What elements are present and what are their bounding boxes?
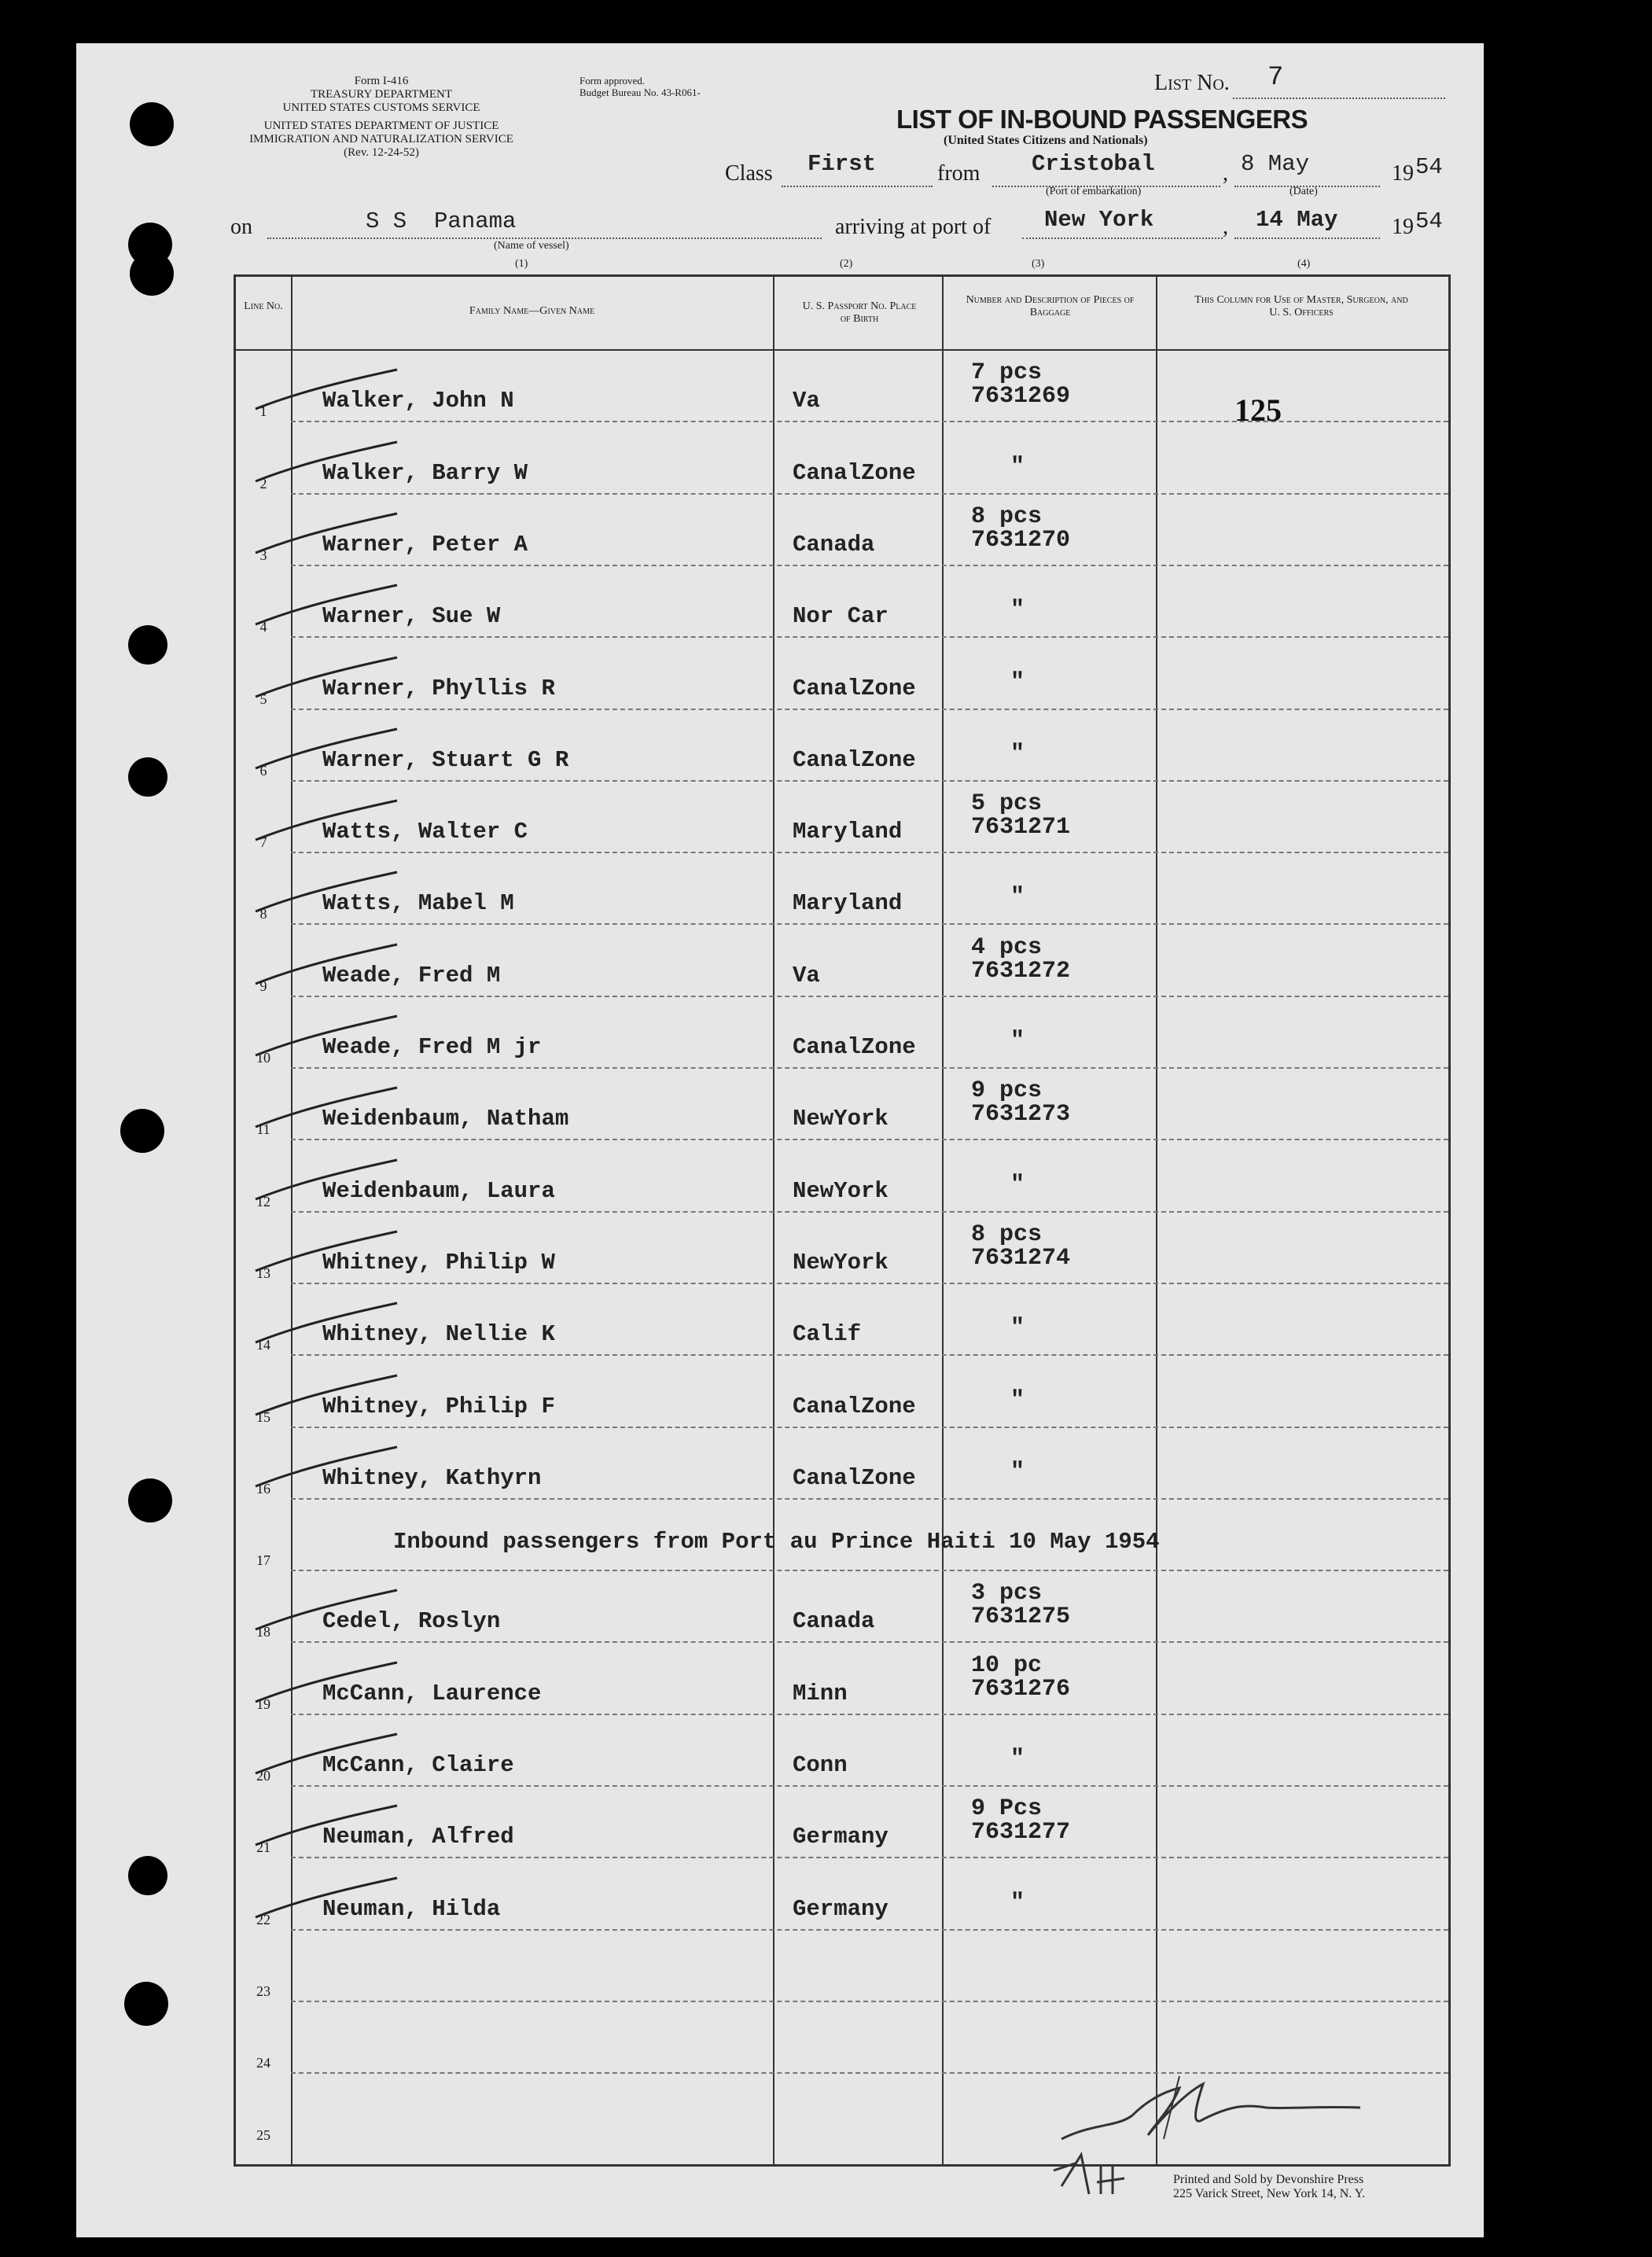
arrival-port-line [1022,237,1223,239]
check-mark [248,1726,405,1781]
line-number: 15 [256,1408,270,1425]
check-mark [248,506,405,561]
row-divider [291,1427,1448,1428]
baggage-count: " [1010,740,1025,768]
row-divider [291,1498,1448,1500]
check-mark [248,937,405,992]
check-mark [248,650,405,705]
line-number: 19 [256,1696,270,1712]
passenger-name: Weidenbaum, Natham [322,1106,569,1132]
col-header-baggage: Number and Description of Pieces of Baggage [966,294,1135,318]
date2-line [1234,237,1380,239]
baggage-tag-number: 7631272 [971,957,1071,985]
place-of-birth: CanalZone [793,746,916,773]
baggage-count: 8 pcs [971,1221,1043,1248]
line-number: 12 [256,1193,270,1210]
place-of-birth: CanalZone [793,675,916,701]
line-number: 22 [256,1911,270,1927]
row-divider [291,780,1448,782]
year2-prefix: 19 [1392,215,1414,239]
form-revision: (Rev. 12-24-52) [344,146,419,159]
budget-bureau: Budget Bureau No. 43-R061- [579,87,701,98]
line-number: 6 [259,762,267,779]
line-number: 2 [259,475,267,492]
row-divider [291,709,1448,710]
passenger-name: Weade, Fred M jr [322,1034,542,1060]
passenger-name: Warner, Peter A [322,531,528,558]
place-of-birth: Germany [793,1824,889,1850]
arrival-port: New York [1044,207,1154,233]
baggage-tag-number: 7631271 [971,814,1071,841]
row-divider [291,1354,1448,1356]
form-number: Form I-416 [354,75,409,87]
check-mark [248,1798,405,1853]
passenger-name: Neuman, Hilda [322,1895,501,1922]
col-header-line: Line No. [244,300,283,312]
printer-footer [1173,2173,1365,2201]
row-divider [291,1139,1448,1140]
list-no-value: 7 [1268,63,1284,93]
check-mark [248,434,405,489]
passenger-name: Neuman, Alfred [322,1824,514,1850]
baggage-count: " [1010,597,1025,624]
line-number: 8 [259,906,267,922]
place-of-birth: CanalZone [793,1464,916,1491]
row-divider [291,1570,1448,1571]
vessel-name: S S Panama [366,208,517,234]
check-mark [248,577,405,632]
printer-line-1: Printed and Sold by Devonshire Press [1173,2173,1364,2186]
col-divider [1156,277,1157,2164]
handwritten-mark [1046,2139,1156,2202]
punch-hole [130,252,174,296]
class-value: First [808,151,877,177]
line-number: 20 [256,1768,270,1784]
place-of-birth: CanalZone [793,1034,916,1060]
passenger-name: Walker, Barry W [322,459,528,486]
col-header-officers: This Column for Use of Master, Surgeon, and U. S. Officers [1194,294,1408,318]
date2-value: 14 May [1256,207,1338,233]
passenger-name: McCann, Laurence [322,1680,542,1707]
punch-hole [128,1856,167,1895]
row-divider [291,852,1448,853]
line-number: 23 [256,1983,270,1999]
baggage-count: 5 pcs [971,790,1043,818]
punch-hole [130,102,174,146]
punch-hole [128,757,167,797]
baggage-tag-number: 7631277 [971,1819,1071,1846]
baggage-count: 9 pcs [971,1077,1043,1105]
passenger-name: Whitney, Nellie K [322,1321,555,1348]
line-number: 21 [256,1839,270,1856]
port-embarkation-caption: (Port of embarkation) [1046,186,1142,197]
document-title: LIST OF IN-BOUND PASSENGERS [896,105,1308,134]
row-divider [291,1857,1448,1858]
passenger-name: Whitney, Kathyrn [322,1464,542,1491]
check-mark [248,1295,405,1350]
date-caption: (Date) [1290,186,1318,197]
passenger-name: Watts, Walter C [322,819,528,845]
place-of-birth: CanalZone [793,459,916,486]
from-label: from [937,161,981,186]
place-of-birth: CanalZone [793,1393,916,1419]
row-divider [291,2001,1448,2002]
comma: , [1223,215,1228,239]
row-divider [291,923,1448,925]
punch-hole [128,1478,172,1522]
check-mark [248,362,405,417]
row-divider [291,636,1448,638]
baggage-count: 4 pcs [971,933,1043,961]
check-mark [248,1224,405,1279]
check-mark [248,1008,405,1063]
col-divider [942,277,944,2164]
place-of-birth: Canada [793,1608,875,1635]
baggage-count: " [1010,668,1025,696]
class-line [782,186,933,187]
passenger-name: Cedel, Roslyn [322,1608,501,1635]
row-divider [291,1067,1448,1069]
baggage-count: " [1010,453,1025,480]
col-caption-3: (3) [1032,258,1045,270]
baggage-count: " [1010,1028,1025,1055]
vessel-caption: (Name of vessel) [494,240,569,252]
check-mark [248,1655,405,1710]
place-of-birth: Nor Car [793,603,889,630]
dept-ins: IMMIGRATION AND NATURALIZATION SERVICE [249,133,513,145]
baggage-count: 10 pc [971,1651,1043,1679]
line-number: 10 [256,1050,270,1066]
place-of-birth: Conn [793,1752,848,1778]
line-number: 3 [259,547,267,563]
place-of-birth: Minn [793,1680,848,1707]
baggage-count: 8 pcs [971,503,1043,530]
punch-hole [124,1982,168,2026]
line-number: 1 [259,403,267,420]
row-divider [291,1211,1448,1213]
row-divider [291,1641,1448,1643]
row-divider [291,996,1448,997]
line-number: 7 [259,834,267,851]
check-mark [248,721,405,776]
row-divider [291,1714,1448,1715]
check-mark [248,1439,405,1494]
line-number: 16 [256,1480,270,1497]
passenger-name: Weidenbaum, Laura [322,1177,555,1204]
dept-customs: UNITED STATES CUSTOMS SERVICE [282,101,480,114]
on-label: on [230,215,252,239]
baggage-tag-number: 7631274 [971,1244,1071,1272]
row-divider [291,1929,1448,1931]
comma: , [1223,161,1228,186]
row-divider [291,1785,1448,1787]
col-caption-4: (4) [1297,258,1311,270]
passenger-name: Weade, Fred M [322,962,501,989]
baggage-count: " [1010,1746,1025,1773]
passenger-name: Whitney, Philip F [322,1393,555,1419]
line-number: 9 [259,978,267,994]
baggage-tag-number: 7631269 [971,383,1071,411]
line-number: 11 [256,1121,270,1138]
passenger-name: Warner, Stuart G R [322,746,569,773]
line-number: 24 [256,2055,270,2071]
baggage-tag-number: 7631275 [971,1603,1071,1631]
line-number: 13 [256,1265,270,1281]
line-number: 4 [259,619,267,635]
row-divider [291,565,1448,566]
dept-justice: UNITED STATES DEPARTMENT OF JUSTICE [263,120,499,132]
col-caption-1: (1) [515,258,528,270]
form-approved: Form approved. [579,75,646,87]
officer-note: 125 [1234,392,1282,428]
place-of-birth: Maryland [793,890,903,917]
arriving-label: arriving at port of [835,215,992,239]
line-number: 18 [256,1624,270,1640]
baggage-count: " [1010,1171,1025,1198]
place-of-birth: Calif [793,1321,862,1348]
document-subtitle: (United States Citizens and Nationals) [944,134,1148,147]
passenger-name: Warner, Sue W [322,603,501,630]
line-number: 25 [256,2126,270,2143]
header-divider [236,349,1448,351]
place-of-birth: NewYork [793,1177,889,1204]
place-of-birth: Canada [793,531,875,558]
dept-treasury: TREASURY DEPARTMENT [310,88,453,101]
line-number: 14 [256,1337,270,1353]
year2-value: 54 [1415,208,1443,234]
baggage-count: 9 Pcs [971,1795,1043,1823]
place-of-birth: Germany [793,1895,889,1922]
passenger-table [234,274,1451,2167]
place-of-birth: Va [793,962,820,989]
place-of-birth: NewYork [793,1106,889,1132]
vessel-line [267,237,822,239]
col-header-name: Family Name—Given Name [469,305,595,317]
check-mark [248,1870,405,1925]
baggage-tag-number: 7631270 [971,526,1071,554]
from-value: Cristobal [1032,151,1155,177]
form-approval [579,75,701,98]
baggage-count: " [1010,1458,1025,1486]
date1-value: 8 May [1241,151,1310,177]
check-mark [248,1582,405,1637]
list-no-line [1233,98,1445,99]
passenger-name: Warner, Phyllis R [322,675,555,701]
form-info [228,75,535,160]
baggage-tag-number: 7631273 [971,1101,1071,1128]
place-of-birth: Maryland [793,819,903,845]
passenger-name: Walker, John N [322,388,514,414]
punch-hole [120,1109,164,1153]
year1-prefix: 19 [1392,161,1414,186]
baggage-count: 3 pcs [971,1580,1043,1607]
col-caption-2: (2) [840,258,853,270]
passenger-name: McCann, Claire [322,1752,514,1778]
printer-line-2: 225 Varick Street, New York 14, N. Y. [1173,2187,1366,2200]
row-divider [291,493,1448,495]
line-number: 5 [259,690,267,707]
baggage-count: " [1010,1386,1025,1414]
baggage-count: " [1010,1889,1025,1916]
place-of-birth: NewYork [793,1249,889,1276]
year1-value: 54 [1415,154,1443,180]
place-of-birth: Va [793,388,820,414]
line-number: 17 [256,1552,270,1569]
check-mark [248,793,405,848]
class-label: Class [725,161,773,186]
baggage-count: " [1010,1315,1025,1342]
passenger-name: Watts, Mabel M [322,890,514,917]
check-mark [248,864,405,919]
list-no-label: List No. [1154,71,1230,95]
baggage-count: 7 pcs [971,359,1043,387]
passenger-name: Whitney, Philip W [322,1249,555,1276]
check-mark [248,1152,405,1207]
baggage-count: " [1010,884,1025,911]
inbound-note: Inbound passengers from Port au Prince Haiti 10 May 1954 [393,1529,1160,1555]
col-header-passport: U. S. Passport No. Place of Birth [802,300,917,325]
row-divider [291,1283,1448,1284]
col-divider [773,277,774,2164]
check-mark [248,1368,405,1423]
punch-hole [128,625,167,665]
check-mark [248,1080,405,1135]
baggage-tag-number: 7631276 [971,1675,1071,1703]
